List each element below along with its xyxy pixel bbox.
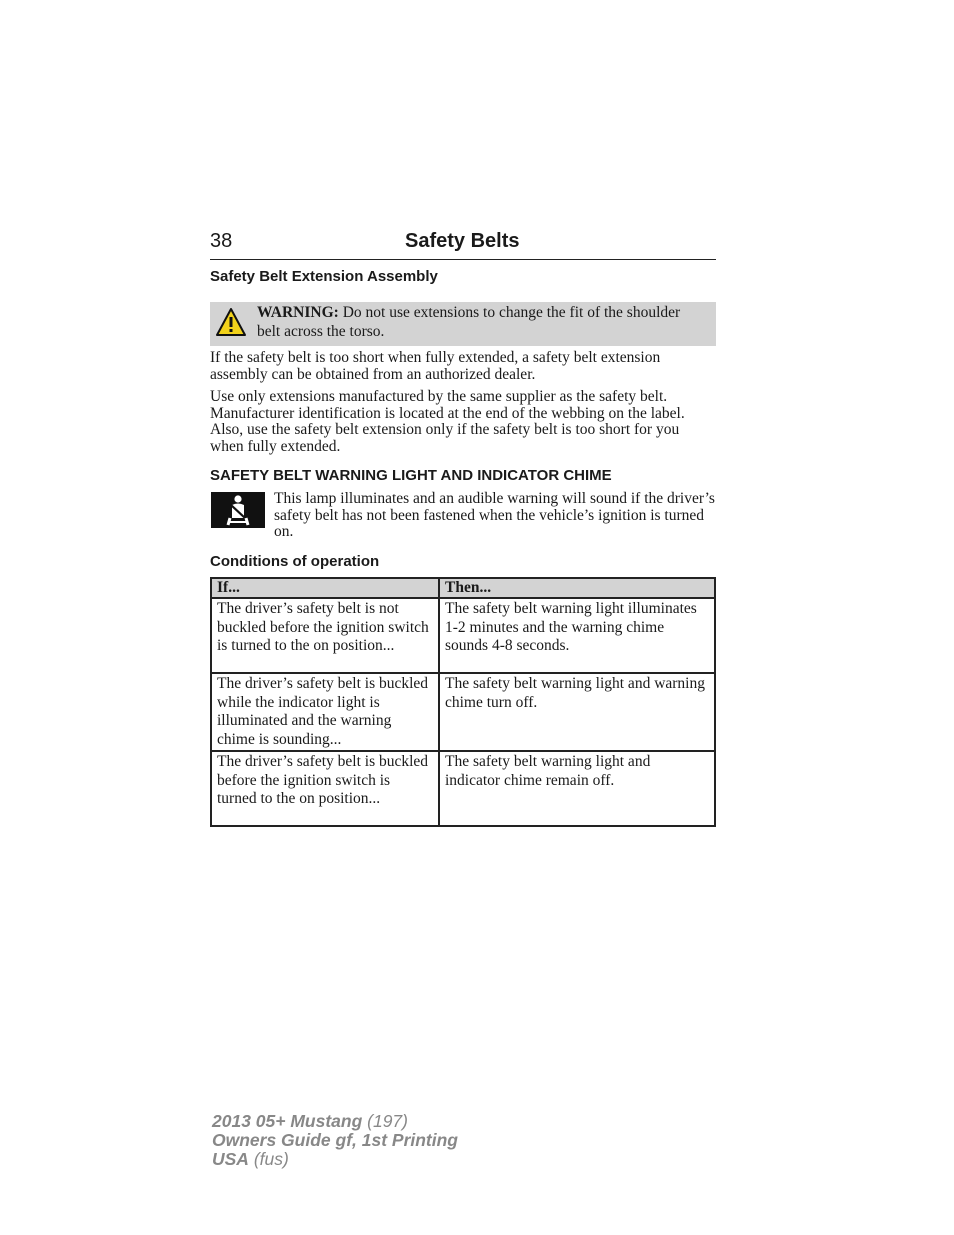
table-cell: The safety belt warning light illuminates 1-2 minutes and the warning chime sounds 4-8 seconds. [439,598,715,673]
warning-triangle-icon [215,307,247,337]
seat-belt-icon [211,492,265,528]
table-cell: The safety belt warning light and indicator chime remain off. [439,751,715,826]
page-footer [212,1112,458,1169]
warning-label: WARNING: [257,304,339,321]
section-heading-extension: Safety Belt Extension Assembly [210,268,438,285]
warning-text [257,303,707,341]
extension-para-2: Use only extensions manufactured by the same supplier as the safety belt. Manufacturer identification is located at the end of the webbing on the label. Also, use the safety belt extension only if the safety belt is too short for you when fully extended. [210,388,685,455]
conditions-table [210,577,716,827]
conditions-heading: Conditions of operation [210,553,380,570]
table-cell: The safety belt warning light and warning chime turn off. [439,673,715,751]
table-header-row [211,578,715,598]
page-header [210,229,716,260]
extension-para-1: If the safety belt is too short when fully extended, a safety belt extension assembly can be obtained from an authorized dealer. [210,349,661,383]
chapter-title: Safety Belts [405,230,520,252]
table-row [211,673,715,751]
lamp-description: This lamp illuminates and an audible warning will sound if the driver’s safety belt has not been fastened when the vehicle’s ignition is turned on. [274,490,715,540]
warning-box [210,302,716,346]
table-row [211,751,715,826]
table-cell: The driver’s safety belt is not buckled before the ignition switch is turned to the on position... [211,598,439,673]
table-row [211,598,715,673]
footer-market-code: (fus) [248,1149,289,1169]
footer-model: 2013 05+ Mustang [212,1111,363,1131]
footer-model-code: (197) [362,1111,408,1131]
table-cell: The driver’s safety belt is buckled before the ignition switch is turned to the on position... [211,751,439,826]
footer-market: USA [212,1149,249,1169]
warning-body: Do not use extensions to change the fit of the shoulder belt across the torso. [257,304,681,340]
table-cell: The driver’s safety belt is buckled while the indicator light is illuminated and the warning chime is sounding... [211,673,439,751]
column-header-then: Then... [439,578,715,598]
page-number: 38 [210,230,233,252]
column-header-if: If... [211,578,439,598]
section-heading-warning-light: SAFETY BELT WARNING LIGHT AND INDICATOR CHIME [210,467,612,484]
footer-guide: Owners Guide gf, 1st Printing [212,1130,458,1150]
